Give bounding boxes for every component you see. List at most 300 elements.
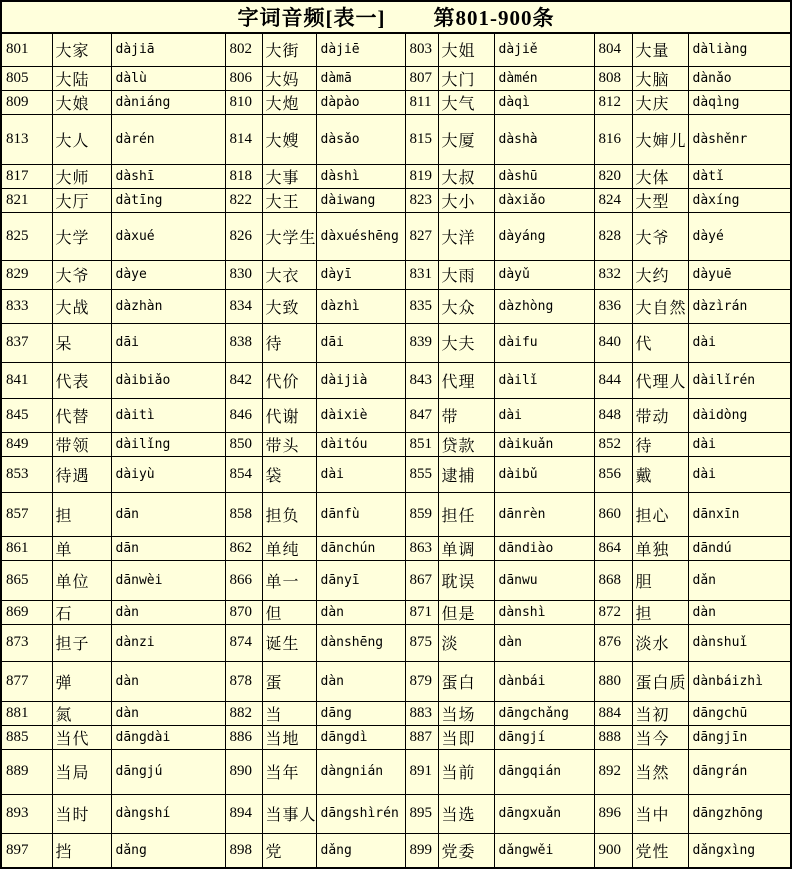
entry-pinyin: dàyé (688, 212, 791, 260)
entry-pinyin: dàzhàn (111, 289, 225, 323)
entry-pinyin: dàxuéshēng (316, 212, 405, 260)
entry-pinyin: dàpào (316, 90, 405, 114)
entry-number: 822 (225, 188, 262, 212)
entry-word: 当前 (438, 749, 494, 794)
entry-number: 862 (225, 536, 262, 560)
entry-word: 当中 (632, 794, 688, 833)
entry-number: 861 (1, 536, 52, 560)
table-row (1, 536, 791, 560)
entry-word: 大体 (632, 164, 688, 188)
entry-pinyin: dànzi (111, 624, 225, 661)
entry-word: 大厦 (438, 114, 494, 164)
entry-number: 880 (594, 661, 632, 701)
table-row (1, 725, 791, 749)
entry-word: 大约 (632, 260, 688, 289)
entry-word: 大人 (52, 114, 111, 164)
entry-pinyin: dàiwang (316, 188, 405, 212)
entry-pinyin: dàqìng (688, 90, 791, 114)
entry-pinyin: dāngrán (688, 749, 791, 794)
entry-number: 874 (225, 624, 262, 661)
entry-number: 827 (405, 212, 438, 260)
entry-pinyin: dāngdì (316, 725, 405, 749)
entry-number: 881 (1, 701, 52, 725)
entry-number: 886 (225, 725, 262, 749)
entry-number: 816 (594, 114, 632, 164)
entry-pinyin: dàyuē (688, 260, 791, 289)
entry-number: 828 (594, 212, 632, 260)
table-row (1, 794, 791, 833)
entry-number: 850 (225, 432, 262, 456)
entry-pinyin: dài (316, 456, 405, 492)
entry-word: 大陆 (52, 66, 111, 90)
entry-pinyin: dāngxuǎn (494, 794, 594, 833)
entry-pinyin: dàzìrán (688, 289, 791, 323)
entry-word: 单独 (632, 536, 688, 560)
entry-number: 803 (405, 33, 438, 66)
entry-word: 耽误 (438, 560, 494, 600)
entry-number: 805 (1, 66, 52, 90)
table-row (1, 701, 791, 725)
entry-word: 当年 (262, 749, 316, 794)
page-title-name: 字词音频[表一] (237, 6, 386, 30)
entry-number: 877 (1, 661, 52, 701)
entry-word: 带领 (52, 432, 111, 456)
entry-number: 812 (594, 90, 632, 114)
entry-number: 855 (405, 456, 438, 492)
entry-number: 804 (594, 33, 632, 66)
entry-number: 824 (594, 188, 632, 212)
entry-word: 当初 (632, 701, 688, 725)
entry-word: 大厅 (52, 188, 111, 212)
entry-pinyin: dànbáizhì (688, 661, 791, 701)
entry-word: 党 (262, 833, 316, 868)
entry-pinyin: dàlù (111, 66, 225, 90)
entry-word: 大王 (262, 188, 316, 212)
entry-number: 897 (1, 833, 52, 868)
entry-word: 大叔 (438, 164, 494, 188)
entry-pinyin: dàzhòng (494, 289, 594, 323)
entry-number: 830 (225, 260, 262, 289)
entry-number: 887 (405, 725, 438, 749)
entry-word: 当局 (52, 749, 111, 794)
entry-word: 大量 (632, 33, 688, 66)
entry-number: 876 (594, 624, 632, 661)
entry-word: 担心 (632, 492, 688, 536)
entry-word: 带头 (262, 432, 316, 456)
entry-pinyin: dàn (316, 600, 405, 624)
entry-pinyin: dàqì (494, 90, 594, 114)
entry-pinyin: dàzhì (316, 289, 405, 323)
entry-number: 831 (405, 260, 438, 289)
entry-number: 893 (1, 794, 52, 833)
entry-word: 大爷 (632, 212, 688, 260)
page-title-range: 第801-900条 (433, 6, 555, 30)
entry-word: 大婶儿 (632, 114, 688, 164)
entry-word: 单调 (438, 536, 494, 560)
entry-pinyin: dǎngwěi (494, 833, 594, 868)
entry-number: 856 (594, 456, 632, 492)
entry-number: 808 (594, 66, 632, 90)
entry-number: 890 (225, 749, 262, 794)
entry-number: 814 (225, 114, 262, 164)
entry-pinyin: dāng (316, 701, 405, 725)
entry-number: 891 (405, 749, 438, 794)
entry-word: 代替 (52, 398, 111, 432)
entry-number: 840 (594, 323, 632, 362)
entry-number: 833 (1, 289, 52, 323)
entry-word: 贷款 (438, 432, 494, 456)
entry-pinyin: dāndú (688, 536, 791, 560)
entry-pinyin: dān (111, 536, 225, 560)
table-row (1, 833, 791, 868)
entry-number: 818 (225, 164, 262, 188)
entry-number: 882 (225, 701, 262, 725)
entry-pinyin: dānfù (316, 492, 405, 536)
entry-word: 当时 (52, 794, 111, 833)
entry-pinyin: dāngshìrén (316, 794, 405, 833)
entry-pinyin: dàshì (316, 164, 405, 188)
table-row (1, 212, 791, 260)
entry-pinyin: dàilǐ (494, 362, 594, 398)
entry-number: 851 (405, 432, 438, 456)
entry-word: 大门 (438, 66, 494, 90)
entry-number: 810 (225, 90, 262, 114)
entry-number: 807 (405, 66, 438, 90)
entry-word: 大气 (438, 90, 494, 114)
entry-word: 当 (262, 701, 316, 725)
entry-word: 大战 (52, 289, 111, 323)
entry-word: 淡 (438, 624, 494, 661)
entry-word: 大衣 (262, 260, 316, 289)
entry-number: 849 (1, 432, 52, 456)
entry-pinyin: dàn (494, 624, 594, 661)
table-row (1, 323, 791, 362)
entry-number: 894 (225, 794, 262, 833)
entry-word: 大学 (52, 212, 111, 260)
entry-number: 895 (405, 794, 438, 833)
entry-pinyin: dāngjīn (688, 725, 791, 749)
entry-number: 884 (594, 701, 632, 725)
entry-number: 836 (594, 289, 632, 323)
entry-pinyin: dǎng (111, 833, 225, 868)
entry-pinyin: dàibiǎo (111, 362, 225, 398)
entry-pinyin: dàye (111, 260, 225, 289)
entry-word: 担子 (52, 624, 111, 661)
entry-number: 809 (1, 90, 52, 114)
entry-word: 单一 (262, 560, 316, 600)
entry-pinyin: dàilǐng (111, 432, 225, 456)
entry-number: 883 (405, 701, 438, 725)
entry-pinyin: dàniáng (111, 90, 225, 114)
entry-number: 869 (1, 600, 52, 624)
entry-number: 885 (1, 725, 52, 749)
entry-pinyin: dàngnián (316, 749, 405, 794)
entry-pinyin: dàilǐrén (688, 362, 791, 398)
entry-number: 888 (594, 725, 632, 749)
entry-pinyin: dàiyù (111, 456, 225, 492)
entry-pinyin: dànbái (494, 661, 594, 701)
entry-pinyin: dàyǔ (494, 260, 594, 289)
entry-word: 大姐 (438, 33, 494, 66)
entry-number: 815 (405, 114, 438, 164)
entry-word: 胆 (632, 560, 688, 600)
entry-word: 大师 (52, 164, 111, 188)
entry-word: 党委 (438, 833, 494, 868)
entry-number: 837 (1, 323, 52, 362)
table-row (1, 560, 791, 600)
entry-word: 大娘 (52, 90, 111, 114)
entry-word: 单位 (52, 560, 111, 600)
entry-pinyin: dāi (111, 323, 225, 362)
entry-number: 864 (594, 536, 632, 560)
entry-pinyin: dānyī (316, 560, 405, 600)
entry-word: 大爷 (52, 260, 111, 289)
entry-word: 弹 (52, 661, 111, 701)
entry-number: 832 (594, 260, 632, 289)
entry-pinyin: dàrén (111, 114, 225, 164)
entry-pinyin: dàitì (111, 398, 225, 432)
entry-pinyin: dǎngxìng (688, 833, 791, 868)
entry-number: 900 (594, 833, 632, 868)
entry-pinyin: dàliàng (688, 33, 791, 66)
entry-word: 当地 (262, 725, 316, 749)
table-row (1, 362, 791, 398)
table-row (1, 624, 791, 661)
entry-word: 蛋 (262, 661, 316, 701)
entry-pinyin: dànshēng (316, 624, 405, 661)
entry-word: 担负 (262, 492, 316, 536)
entry-word: 大街 (262, 33, 316, 66)
entry-word: 代 (632, 323, 688, 362)
entry-number: 821 (1, 188, 52, 212)
entry-number: 838 (225, 323, 262, 362)
entry-word: 当然 (632, 749, 688, 794)
entry-number: 842 (225, 362, 262, 398)
entry-pinyin: dàidòng (688, 398, 791, 432)
table-row (1, 33, 791, 66)
entry-number: 806 (225, 66, 262, 90)
entry-word: 待 (262, 323, 316, 362)
entry-word: 大洋 (438, 212, 494, 260)
entry-pinyin: dàikuǎn (494, 432, 594, 456)
entry-number: 879 (405, 661, 438, 701)
entry-pinyin: dāi (316, 323, 405, 362)
entry-word: 大脑 (632, 66, 688, 90)
entry-number: 867 (405, 560, 438, 600)
entry-number: 857 (1, 492, 52, 536)
entry-pinyin: dài (494, 398, 594, 432)
entry-word: 党性 (632, 833, 688, 868)
entry-number: 811 (405, 90, 438, 114)
entry-pinyin: dàtīng (111, 188, 225, 212)
entry-number: 835 (405, 289, 438, 323)
entry-number: 846 (225, 398, 262, 432)
entry-pinyin: dāngqián (494, 749, 594, 794)
entry-pinyin: dāngjú (111, 749, 225, 794)
entry-pinyin: dānrèn (494, 492, 594, 536)
entry-word: 当事人 (262, 794, 316, 833)
entry-pinyin: dānchún (316, 536, 405, 560)
entry-pinyin: dǎn (688, 560, 791, 600)
entry-pinyin: dàn (688, 600, 791, 624)
entry-number: 872 (594, 600, 632, 624)
entry-pinyin: dàifu (494, 323, 594, 362)
entry-number: 858 (225, 492, 262, 536)
entry-number: 841 (1, 362, 52, 398)
entry-word: 大事 (262, 164, 316, 188)
entry-pinyin: dānxīn (688, 492, 791, 536)
table-row (1, 432, 791, 456)
table-row (1, 260, 791, 289)
entry-word: 当选 (438, 794, 494, 833)
entry-pinyin: dàxíng (688, 188, 791, 212)
entry-word: 大学生 (262, 212, 316, 260)
entry-word: 当场 (438, 701, 494, 725)
entry-pinyin: dàshà (494, 114, 594, 164)
entry-pinyin: dàyáng (494, 212, 594, 260)
entry-word: 戴 (632, 456, 688, 492)
entry-number: 826 (225, 212, 262, 260)
entry-pinyin: dàtǐ (688, 164, 791, 188)
entry-number: 813 (1, 114, 52, 164)
entry-number: 845 (1, 398, 52, 432)
entry-word: 代谢 (262, 398, 316, 432)
page-title (1, 1, 791, 33)
entry-pinyin: dàsǎo (316, 114, 405, 164)
entry-number: 817 (1, 164, 52, 188)
entry-pinyin: dān (111, 492, 225, 536)
entry-pinyin: dàjiē (316, 33, 405, 66)
entry-word: 大自然 (632, 289, 688, 323)
entry-pinyin: dàyī (316, 260, 405, 289)
entry-word: 待遇 (52, 456, 111, 492)
entry-word: 担 (632, 600, 688, 624)
entry-word: 大庆 (632, 90, 688, 114)
table-row (1, 114, 791, 164)
entry-word: 大妈 (262, 66, 316, 90)
table-row (1, 600, 791, 624)
table-row (1, 66, 791, 90)
entry-number: 889 (1, 749, 52, 794)
entry-word: 但 (262, 600, 316, 624)
entry-pinyin: dàmā (316, 66, 405, 90)
entry-pinyin: dài (688, 323, 791, 362)
entry-word: 代理 (438, 362, 494, 398)
entry-word: 带动 (632, 398, 688, 432)
entry-pinyin: dàn (111, 600, 225, 624)
entry-word: 单 (52, 536, 111, 560)
entry-number: 871 (405, 600, 438, 624)
entry-number: 865 (1, 560, 52, 600)
entry-number: 834 (225, 289, 262, 323)
entry-pinyin: dāngchū (688, 701, 791, 725)
entry-word: 诞生 (262, 624, 316, 661)
entry-number: 866 (225, 560, 262, 600)
table-row (1, 661, 791, 701)
entry-pinyin: dàshěnr (688, 114, 791, 164)
entry-number: 860 (594, 492, 632, 536)
entry-number: 853 (1, 456, 52, 492)
entry-word: 待 (632, 432, 688, 456)
entry-word: 担 (52, 492, 111, 536)
entry-pinyin: dàshī (111, 164, 225, 188)
entry-number: 896 (594, 794, 632, 833)
entry-pinyin: dāngchǎng (494, 701, 594, 725)
entry-number: 819 (405, 164, 438, 188)
entry-pinyin: dàijià (316, 362, 405, 398)
entry-pinyin: dàngshí (111, 794, 225, 833)
entry-pinyin: dāngzhōng (688, 794, 791, 833)
entry-word: 氮 (52, 701, 111, 725)
entry-pinyin: dài (688, 432, 791, 456)
entry-word: 大型 (632, 188, 688, 212)
entry-pinyin: dàibǔ (494, 456, 594, 492)
entry-word: 大致 (262, 289, 316, 323)
entry-number: 852 (594, 432, 632, 456)
entry-pinyin: dāngjí (494, 725, 594, 749)
entry-number: 859 (405, 492, 438, 536)
entry-word: 带 (438, 398, 494, 432)
table-row (1, 749, 791, 794)
entry-pinyin: dàn (316, 661, 405, 701)
entry-number: 873 (1, 624, 52, 661)
entry-word: 大炮 (262, 90, 316, 114)
entry-number: 820 (594, 164, 632, 188)
entry-word: 蛋白质 (632, 661, 688, 701)
entry-word: 挡 (52, 833, 111, 868)
entry-number: 843 (405, 362, 438, 398)
entry-pinyin: dàxué (111, 212, 225, 260)
entry-pinyin: dàjiě (494, 33, 594, 66)
entry-word: 当即 (438, 725, 494, 749)
entry-word: 蛋白 (438, 661, 494, 701)
entry-number: 829 (1, 260, 52, 289)
entry-word: 但是 (438, 600, 494, 624)
entry-pinyin: dài (688, 456, 791, 492)
entry-word: 代理人 (632, 362, 688, 398)
entry-pinyin: dànǎo (688, 66, 791, 90)
table-row (1, 456, 791, 492)
entry-word: 当代 (52, 725, 111, 749)
entry-number: 898 (225, 833, 262, 868)
entry-pinyin: dànshì (494, 600, 594, 624)
entry-pinyin: dàmén (494, 66, 594, 90)
table-row (1, 164, 791, 188)
entry-word: 大嫂 (262, 114, 316, 164)
table-row (1, 188, 791, 212)
entry-word: 大家 (52, 33, 111, 66)
entry-word: 大雨 (438, 260, 494, 289)
entry-number: 848 (594, 398, 632, 432)
entry-number: 892 (594, 749, 632, 794)
entry-number: 844 (594, 362, 632, 398)
entry-word: 淡水 (632, 624, 688, 661)
entry-word: 石 (52, 600, 111, 624)
entry-number: 870 (225, 600, 262, 624)
table-row (1, 398, 791, 432)
entry-word: 单纯 (262, 536, 316, 560)
entry-number: 823 (405, 188, 438, 212)
entry-word: 担任 (438, 492, 494, 536)
entry-number: 854 (225, 456, 262, 492)
entry-pinyin: dàitóu (316, 432, 405, 456)
entry-number: 825 (1, 212, 52, 260)
entry-pinyin: dāngdài (111, 725, 225, 749)
entry-number: 868 (594, 560, 632, 600)
entry-word: 代价 (262, 362, 316, 398)
entry-word: 袋 (262, 456, 316, 492)
entry-word: 当今 (632, 725, 688, 749)
